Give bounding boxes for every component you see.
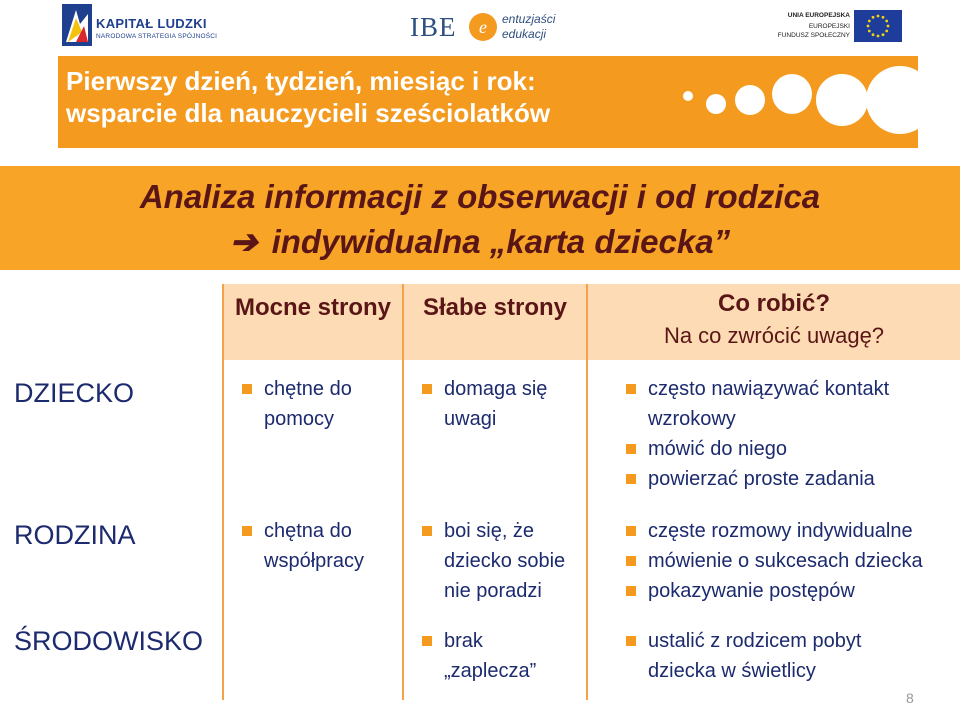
list-item: brak „zaplecza” xyxy=(414,626,544,686)
kapital-ludzki-icon xyxy=(62,4,92,46)
header-what-to-do-sub: Na co zwrócić uwagę? xyxy=(663,323,885,348)
row-label-environment: ŚRODOWISKO xyxy=(14,626,204,656)
list-item: powierzać proste zadania xyxy=(618,464,948,494)
heading-line-2-text: indywidualna „karta dziecka” xyxy=(271,223,731,260)
list-item: często nawiązywać kontakt wzrokowy xyxy=(618,374,948,434)
header-strong-points: Mocne strony xyxy=(234,294,392,321)
heading-band xyxy=(0,166,960,270)
cell-family-todo xyxy=(618,516,958,606)
right-arrow-icon: ➔ xyxy=(229,223,258,260)
eu-flag-icon xyxy=(854,10,902,42)
list-item: boi się, że dziecko sobie nie poradzi xyxy=(414,516,580,606)
cell-environment-weak xyxy=(414,626,544,686)
banner-title-line-2: wsparcie dla nauczycieli sześciolatków xyxy=(66,98,551,128)
cell-environment-todo xyxy=(618,626,918,686)
cell-child-strong xyxy=(234,374,394,434)
ibe-sub-1: entuzjaści xyxy=(502,12,556,26)
ibe-logo xyxy=(410,6,570,48)
cell-child-weak xyxy=(414,374,580,434)
list-item: chętna do współpracy xyxy=(234,516,394,576)
list-item: mówienie o sukcesach dziecka xyxy=(618,546,958,576)
cell-family-strong xyxy=(234,516,394,576)
heading-line-1: Analiza informacji z obserwacji i od rodzica xyxy=(139,178,821,215)
list-item: pokazywanie postępów xyxy=(618,576,958,606)
list-item: ustalić z rodzicem pobyt dziecka w świetlicy xyxy=(618,626,918,686)
kapital-ludzki-name: KAPITAŁ LUDZKI xyxy=(96,16,207,31)
ue-line-1: UNIA EUROPEJSKA xyxy=(787,12,850,19)
kapital-ludzki-logo xyxy=(62,4,222,48)
header-weak-points: Słabe strony xyxy=(422,294,568,321)
page-number: 8 xyxy=(906,690,914,706)
observation-table xyxy=(0,280,960,700)
row-label-family: RODZINA xyxy=(14,520,136,550)
column-divider xyxy=(402,284,404,700)
ibe-name: IBE xyxy=(410,12,457,42)
list-item: mówić do niego xyxy=(618,434,948,464)
header-what-to-do xyxy=(588,288,960,352)
title-banner xyxy=(58,56,918,148)
ue-line-2: EUROPEJSKI xyxy=(808,23,850,30)
cell-family-weak xyxy=(414,516,580,606)
kapital-ludzki-sub: NARODOWA STRATEGIA SPÓJNOŚCI xyxy=(96,33,218,40)
logo-header xyxy=(0,0,960,52)
ue-line-3: FUNDUSZ SPOŁECZNY xyxy=(777,32,850,39)
cell-child-todo xyxy=(618,374,948,494)
row-label-child: DZIECKO xyxy=(14,378,135,408)
header-what-to-do-title: Co robić? xyxy=(718,290,830,317)
eu-logo xyxy=(777,8,902,44)
ibe-sub-2: edukacji xyxy=(502,27,547,41)
svg-text:e: e xyxy=(479,17,487,37)
list-item: częste rozmowy indywidualne xyxy=(618,516,958,546)
ibe-e-icon xyxy=(468,12,498,42)
heading-line-2 xyxy=(0,222,960,261)
list-item: domaga się uwagi xyxy=(414,374,580,434)
decorative-dots-icon xyxy=(618,56,918,148)
column-divider xyxy=(222,284,224,700)
list-item: chętne do pomocy xyxy=(234,374,394,434)
banner-title-line-1: Pierwszy dzień, tydzień, miesiąc i rok: xyxy=(66,66,536,96)
